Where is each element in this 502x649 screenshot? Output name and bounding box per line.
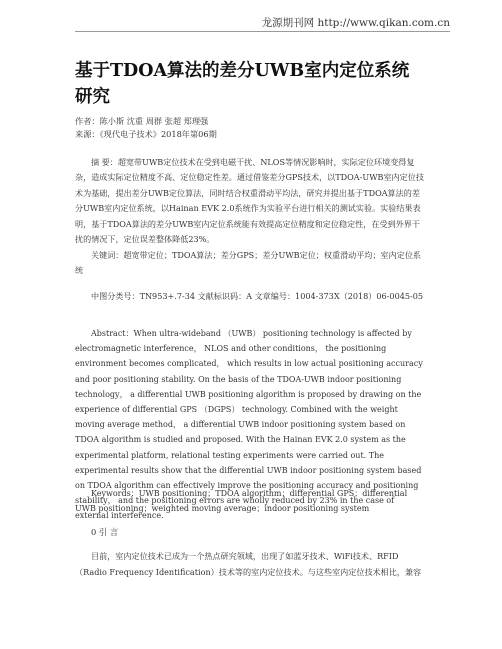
header-divider xyxy=(75,31,450,32)
abstract-chinese: 摘 要：超宽带UWB定位技术在受到电磁干扰、NLOS等情况影响时，实际定位环境变得复杂，造成实际定位精度不高、定位稳定性差。通过借鉴差分GPS技术，以TDOA-UWB室内定位技术为基础，提出差分UWB定位算法，同时结合权重滑动平均法，研究并提出基于TDOA算法的差分UWB室内定位系统，以Hainan EVK 2.0系统作为实验平台进行相关的测试实验。实验结果表明，基于TDOA算法的差分UWB室内定位系统能有效提高定位精度和定位稳定性，在受到外界干扰的情况下，定位误差整体降低23%。 xyxy=(75,157,424,245)
section-heading: 0 引 言 xyxy=(91,527,119,537)
keywords-chinese: 关键词：超宽带定位；TDOA算法；差分GPS；差分UWB定位；权重滑动平均；室内定位系统 xyxy=(75,250,422,276)
site-header: 龙源期刊网 http://www.qikan.com.cn xyxy=(261,17,450,29)
intro-paragraph: 目前，室内定位技术已成为一个热点研究领域，出现了如蓝牙技术、WiFi技术、RFID（Radio Frequency Identification）技术等的室内定位技术。与这些室内定位技术相比，兼容 xyxy=(75,551,422,577)
classification-info: 中图分类号：TN953+.7-34 文献标识码：A 文章编号：1004-373X（2018）06-0045-05 xyxy=(91,291,424,301)
article-title: 基于TDOA算法的差分UWB室内定位系统研究 xyxy=(75,61,410,107)
keywords-english: Keywords：UWB positioning；TDOA algorithm；differential GPS；differential UWB positioning；weighted moving average；indoor positioning system xyxy=(75,489,408,514)
article-source: 来源：《现代电子技术》2018年第06期 xyxy=(75,129,217,139)
article-authors: 作者：陈小斯 沈重 周群 张超 郑理强 xyxy=(75,116,209,126)
abstract-english: Abstract：When ultra-wideband （UWB） positioning technology is affected by electromagnetic interference， NLOS and other conditions， the positioning environment becomes complicated， which results in low actual positioning accuracy and poor positioning stability. On the basis of the TDOA-UWB indoor positioning technology， a differential UWB positioning algorithm is proposed by drawing on the experience of differential GPS （DGPS） technology. Combined with the weight moving average method， a differential UWB indoor positioning system based on TDOA algorithm is studied and proposed. With the Hainan EVK 2.0 system as the experimental platform, relational testing experiments were carried out. The experimental results show that the differential UWB indoor positioning system based on TDOA algorithm can effectively improve the positioning accuracy and positioning stability， and the positioning errors are wholly reduced by 23% in the case of external interference. xyxy=(75,329,423,521)
